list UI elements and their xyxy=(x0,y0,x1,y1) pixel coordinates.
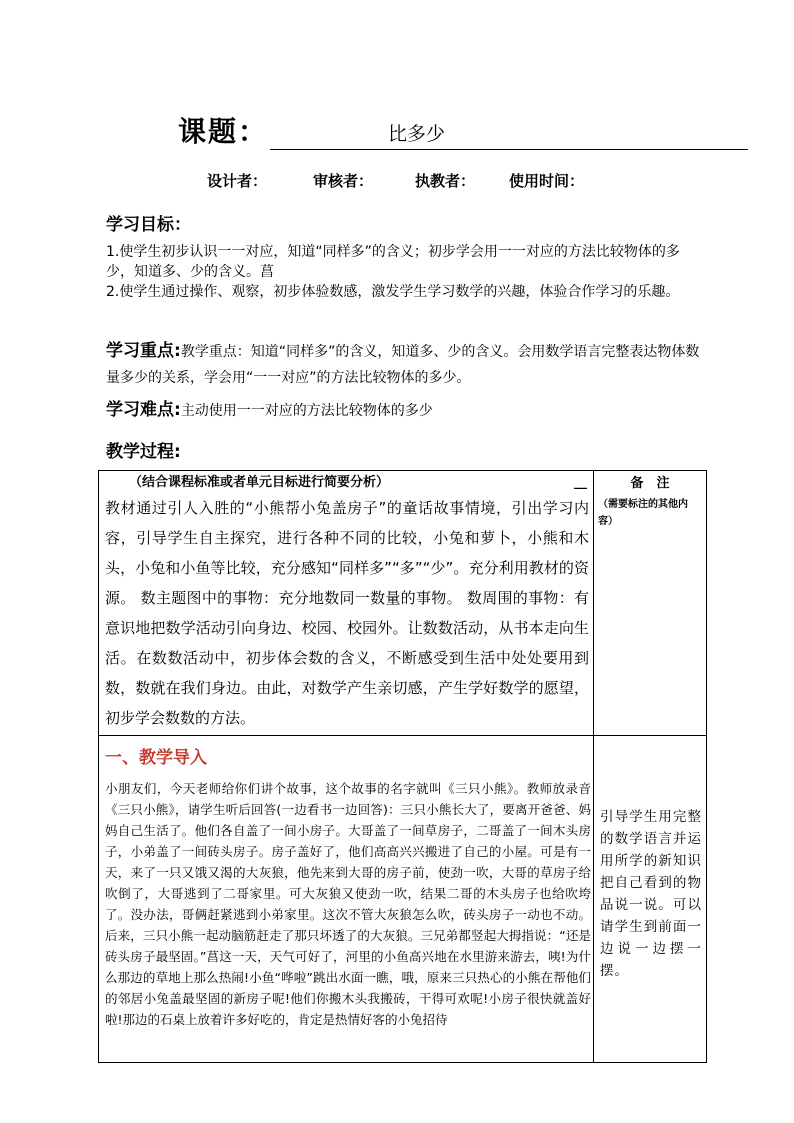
analysis-text: 教材通过引人入胜的“小熊帮小兔盖房子”的童话故事情境，引出学习内容，引导学生自主探究，进行各种不同的比较，小兔和萝卜，小熊和木头，小兔和小鱼等比较，充分感知“同样多”“多”“少”。充分利用教材的资源。 数主题图中的事物：充分地数同一数量的事物。 数周围的事物：有意识地把数学活动引向身边、校园、校园外。让数数活动，从书本走向生活。在数数活动中，初步体会数的含义，不断感受到生活中处处要用到数，数就在我们身边。由此，对数学产生亲切感，产生学好数学的愿望，初步学会数数的方法。 xyxy=(105,499,589,727)
analysis-cell xyxy=(99,471,594,736)
key-points-heading: 学习重点: xyxy=(106,341,181,361)
analysis-dash: __ xyxy=(574,475,587,490)
title-label: 课题： xyxy=(178,115,269,148)
use-time-label: 使用时间： xyxy=(509,172,585,190)
intro-cell xyxy=(99,736,594,1063)
intro-story: 小朋友们，今天老师给你们讲个故事，这个故事的名字就叫《三只小熊》。教师放录音《三只小熊》，请学生听后回答(一边看书一边回答)：三只小熊长大了，要离开爸爸、妈妈自己生活了。他们各自盖了一间小房子。大哥盖了一间草房子，二哥盖了一间木头房子，小弟盖了一间砖头房子。房子盖好了，他们高高兴兴搬进了自己的小屋。可是有一天，来了一只又饿又渴的大灰狼，他先来到大哥的房子前，使劲一吹，大哥的草房子给吹倒了，大哥逃到了二哥家里。可大灰狼又使劲一吹，结果二哥的木头房子也给吹垮了。没办法，哥俩赶紧逃到小弟家里。这次不管大灰狼怎么吹，砖头房子一动也不动。后来，三只小熊一起动脑筋赶走了那只坏透了的大灰狼。三兄弟都竖起大拇指说：“还是砖头房子最坚固。”菖这一天，天气可好了，河里的小鱼高兴地在水里游来游去，咦!为什么那边的草地上那么热闹!小鱼“哗啦”跳出水面一瞧，哦，原来三只热心的小熊在帮他们的邻居小兔盖最坚固的新房子呢!他们你搬木头我搬砖，干得可欢呢!小房子很快就盖好啦!那边的石桌上放着许多好吃的，肯定是热情好客的小兔招待 xyxy=(105,781,591,1027)
title-value: 比多少 xyxy=(388,123,446,145)
note-cell xyxy=(594,471,707,736)
objectives-body xyxy=(106,242,706,302)
table-row xyxy=(99,736,707,1063)
objective-item-2: 2.使学生通过操作、观察，初步体验数感，激发学生学习数学的兴趣，体验合作学习的乐趣。 xyxy=(106,284,680,300)
executor-label: 执教者： xyxy=(415,172,476,190)
key-points-text: 教学重点：知道“同样多”的含义，知道多、少的含义。会用数学语言完整表达物体数量多少的关系，学会用“一一对应”的方法比较物体的多少。 xyxy=(106,344,700,386)
title-row xyxy=(178,112,578,152)
designer-label: 设计者： xyxy=(207,172,268,190)
guide-text: 引导学生用完整的数学语言并运用所学的新知识把自己看到的物品说一说。可以请学生到前面一边说一边摆一摆。 xyxy=(600,809,702,979)
objective-item-1: 1.使学生初步认识一一对应，知道“同样多”的含义；初步学会用一一对应的方法比较物体的多少，知道多、少的含义。菖 xyxy=(106,244,680,280)
lesson-table xyxy=(98,470,707,1063)
table-row xyxy=(99,471,707,736)
note-title: 备 注 xyxy=(630,476,670,491)
difficulty xyxy=(106,398,706,423)
analysis-heading-text: （结合课程标准或者单元目标进行简要分析） xyxy=(129,475,390,490)
meta-row xyxy=(207,170,584,192)
title-underline xyxy=(270,149,748,150)
guide-cell xyxy=(594,736,707,1063)
note-subtitle: （需要标注的其他内容） xyxy=(598,499,688,527)
key-points xyxy=(106,338,706,391)
difficulty-heading: 学习难点: xyxy=(106,400,181,420)
reviewer-label: 审核者： xyxy=(313,172,374,190)
difficulty-text: 主动使用一一对应的方法比较物体的多少 xyxy=(180,403,433,419)
intro-heading: 一、教学导入 xyxy=(105,748,207,768)
analysis-heading xyxy=(99,471,593,493)
objectives-heading: 学习目标： xyxy=(106,215,191,235)
process-heading: 教学过程: xyxy=(106,442,181,462)
